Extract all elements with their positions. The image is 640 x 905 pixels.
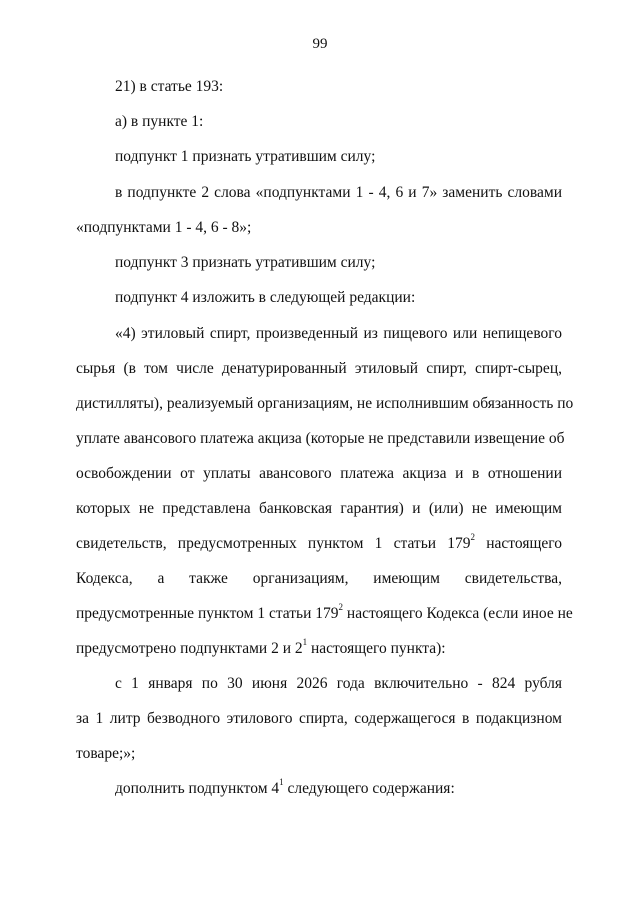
text-line: подпункт 1 признать утратившим силу; bbox=[115, 148, 376, 165]
text-line: уплате авансового платежа акциза (которые не представили извещение об bbox=[76, 430, 565, 447]
text-span: настоящего пункта): bbox=[307, 640, 446, 657]
text-line bbox=[76, 531, 562, 554]
text-span: настоящего Кодекса (если иное не bbox=[343, 605, 573, 622]
text-line: сырья (в том числе денатурированный этиловый спирт, спирт-сырец, bbox=[76, 360, 562, 377]
text-span: предусмотренные пунктом 1 статьи 179 bbox=[76, 605, 339, 622]
text-line: которых не представлена банковская гарантия) и (или) не имеющим bbox=[76, 500, 562, 517]
text-line: «подпунктами 1 - 4, 6 - 8»; bbox=[76, 219, 252, 236]
text-line: освобождении от уплаты авансового платежа акциза и в отношении bbox=[76, 465, 562, 482]
text-line: с 1 января по 30 июня 2026 года включительно - 824 рубля bbox=[115, 675, 562, 692]
article-heading: 21) в статье 193: bbox=[115, 78, 224, 95]
text-span: дополнить подпунктом 4 bbox=[115, 780, 280, 797]
text-line bbox=[76, 636, 446, 659]
superscript: 1 bbox=[302, 636, 308, 647]
text-span: настоящего bbox=[475, 535, 562, 552]
text-span: свидетельств, предусмотренных пунктом 1 статьи 179 bbox=[76, 535, 471, 552]
text-line: товаре;»; bbox=[76, 745, 136, 762]
text-span: предусмотрено подпунктами 2 и 2 bbox=[76, 640, 303, 657]
point-heading: а) в пункте 1: bbox=[115, 113, 204, 130]
superscript: 2 bbox=[338, 601, 344, 612]
text-line: за 1 литр безводного этилового спирта, содержащегося в подакцизном bbox=[76, 710, 562, 727]
text-line: «4) этиловый спирт, произведенный из пищевого или непищевого bbox=[115, 325, 562, 342]
text-line: подпункт 4 изложить в следующей редакции: bbox=[115, 289, 416, 306]
text-line bbox=[115, 776, 455, 799]
text-line: подпункт 3 признать утратившим силу; bbox=[115, 254, 376, 271]
text-line bbox=[76, 601, 573, 624]
text-line: в подпункте 2 слова «подпунктами 1 - 4, 6 и 7» заменить словами bbox=[115, 184, 562, 201]
superscript: 2 bbox=[470, 531, 476, 542]
superscript: 1 bbox=[279, 776, 284, 787]
page-number: 99 bbox=[312, 36, 328, 52]
text-line: Кодекса, а также организациям, имеющим свидетельства, bbox=[76, 570, 562, 587]
text-line: дистилляты), реализуемый организациям, не исполнившим обязанность по bbox=[76, 395, 574, 412]
text-span: следующего содержания: bbox=[283, 780, 455, 797]
